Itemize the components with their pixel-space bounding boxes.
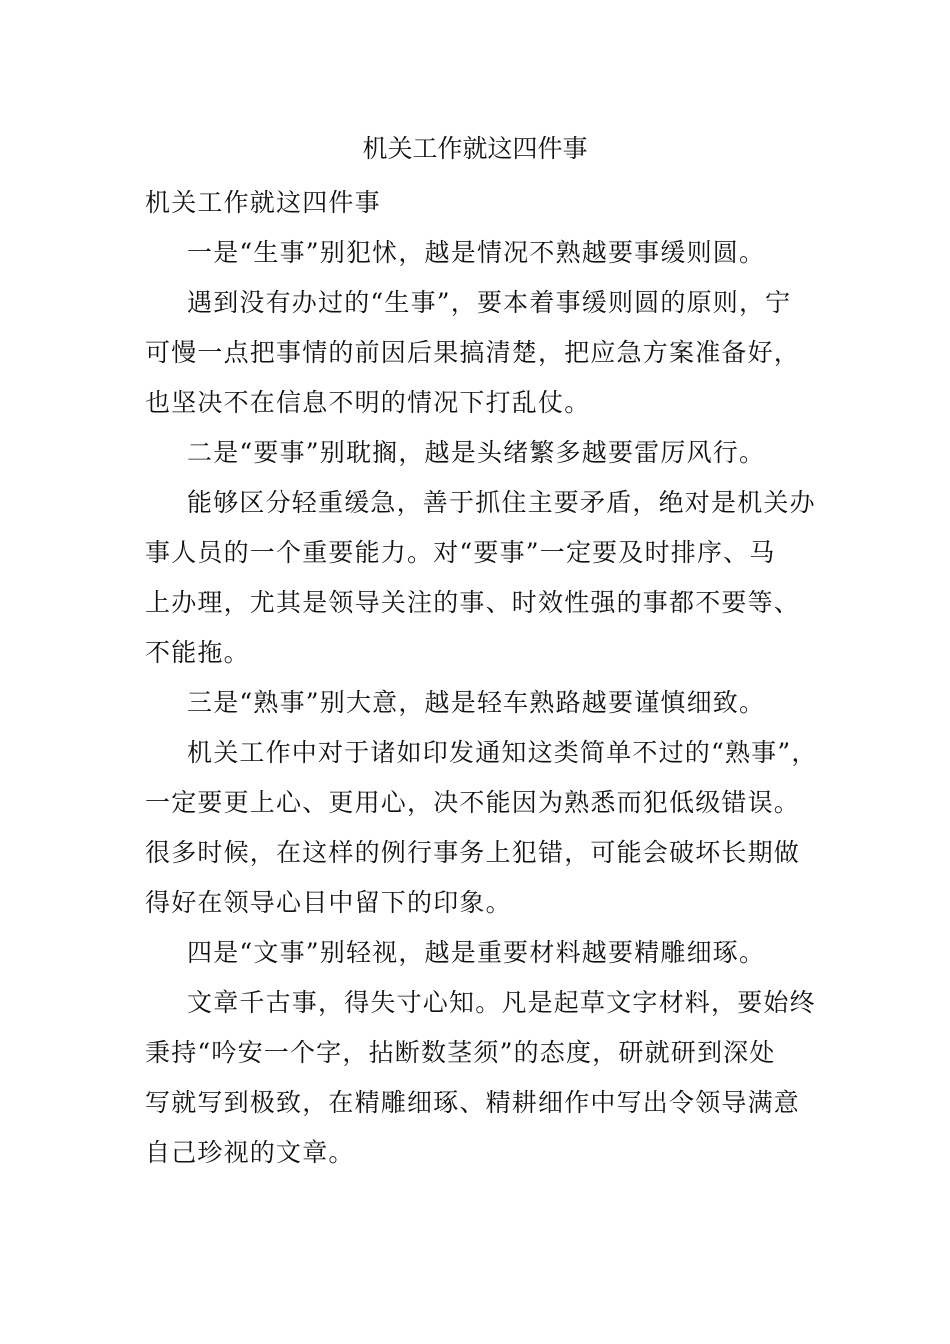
- paragraph-line: 文章千古事，得失寸心知。凡是起草文字材料，要始终: [187, 988, 816, 1017]
- subtitle-line: 机关工作就这四件事: [145, 188, 381, 217]
- paragraph-line: 秉持“吟安一个字，拈断数茎须”的态度，研就研到深处: [145, 1038, 776, 1067]
- document-title: 机关工作就这四件事: [362, 134, 588, 163]
- paragraph-line: 不能拖。: [145, 638, 250, 667]
- section-heading-2: 二是“要事”别耽搁，越是头绪繁多越要雷厉风行。: [187, 438, 766, 467]
- paragraph-line: 遇到没有办过的“生事”，要本着事缓则圆的原则，宁: [187, 288, 792, 317]
- paragraph-line: 上办理，尤其是领导关注的事、时效性强的事都不要等、: [145, 588, 801, 617]
- paragraph-line: 也坚决不在信息不明的情况下打乱仗。: [145, 388, 591, 417]
- paragraph-line: 写就写到极致，在精雕细琢、精耕细作中写出令领导满意: [145, 1088, 801, 1117]
- section-heading-3: 三是“熟事”别大意，越是轻车熟路越要谨慎细致。: [187, 688, 766, 717]
- paragraph-line: 能够区分轻重缓急，善于抓住主要矛盾，绝对是机关办: [187, 488, 816, 517]
- paragraph-line: 一定要更上心、更用心，决不能因为熟悉而犯低级错误。: [145, 788, 801, 817]
- paragraph-line: 机关工作中对于诸如印发通知这类简单不过的“熟事”，: [187, 738, 818, 767]
- section-heading-1: 一是“生事”别犯怵，越是情况不熟越要事缓则圆。: [187, 238, 766, 267]
- paragraph-line: 可慢一点把事情的前因后果搞清楚，把应急方案准备好，: [145, 338, 801, 367]
- section-heading-4: 四是“文事”别轻视，越是重要材料越要精雕细琢。: [187, 938, 766, 967]
- paragraph-line: 事人员的一个重要能力。对“要事”一定要及时排序、马: [145, 538, 776, 567]
- paragraph-line: 自己珍视的文章。: [145, 1138, 355, 1167]
- paragraph-line: 得好在领导心目中留下的印象。: [145, 888, 512, 917]
- document-body: [145, 178, 825, 1178]
- paragraph-line: 很多时候，在这样的例行事务上犯错，可能会破坏长期做: [145, 838, 801, 867]
